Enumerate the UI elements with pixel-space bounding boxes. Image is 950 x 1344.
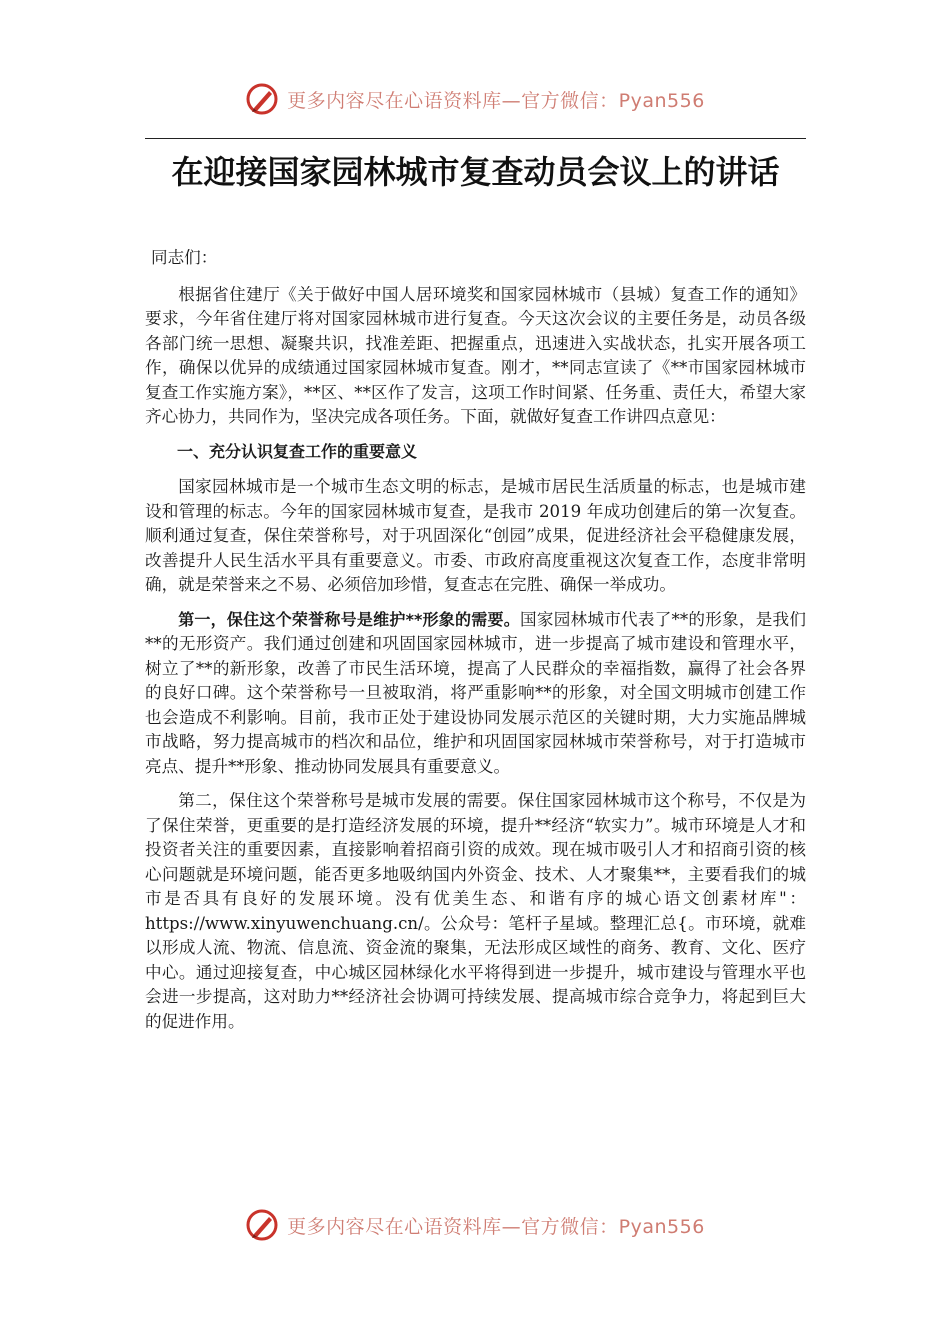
section-heading-1: 一、充分认识复查工作的重要意义 (177, 441, 418, 461)
footer-banner-text: 更多内容尽在心语资料库—官方微信：Pyan556 (287, 1215, 705, 1238)
header-banner-text: 更多内容尽在心语资料库—官方微信：Pyan556 (287, 89, 705, 112)
first-point-text: 国家园林城市代表了**的形象，是我们**的无形资产。我们通过创建和巩固国家园林城市，进一步提高了城市建设和管理水平，树立了**的新形象，改善了市民生活环境，提高了人民群众的幸福指数，赢得了社会各界的良好口碑。这个荣誉称号一旦被取消，将严重影响**的形象，对全国文明城市创建工作也会造成不利影响。目前，我市正处于建设协同发展示范区的关键时期，大力实施品牌城市战略，努力提高城市的档次和品位，维护和巩固国家园林城市荣誉称号，对于打造城市亮点、提升**形象、推动协同发展具有重要意义。 (145, 609, 806, 776)
paragraph-first-point (145, 608, 806, 780)
paragraph-second-point: 第二，保住这个荣誉称号是城市发展的需要。保住国家园林城市这个称号，不仅是为了保住荣誉，更重要的是打造经济发展的环境，提升**经济“软实力”。城市环境是人才和投资者关注的重要因素，直接影响着招商引资的成效。现在城市吸引人才和招商引资的核心问题就是环境问题，能否更多地吸纳国内外资金、技术、人才聚集**，主要看我们的城市是否具有良好的发展环境。没有优美生态、和谐有序的城心语文创素材库"：https://www.xinyuwenchuang.cn/。公众号：笔杆子星域。整理汇总{。市环境，就难以形成人流、物流、信息流、资金流的聚集，无法形成区域性的商务、教育、文化、医疗中心。通过迎接复查，中心城区园林绿化水平将得到进一步提升，城市建设与管理水平也会进一步提高，这对助力**经济社会协调可持续发展、提高城市综合竞争力，将起到巨大的促进作用。 (145, 791, 806, 1031)
paragraph-intro: 根据省住建厅《关于做好中国人居环境奖和国家园林城市（县城）复查工作的通知》要求，今年省住建厅将对国家园林城市进行复查。今天这次会议的主要任务是，动员各级各部门统一思想、凝聚共识，找准差距、把握重点，迅速进入实战状态，扎实开展各项工作，确保以优异的成绩通过国家园林城市复查。刚才，**同志宣读了《**市国家园林城市复查工作实施方案》，**区、**区作了发言，这项工作时间紧、任务重、责任大，希望大家齐心协力，共同作为，坚决完成各项任务。下面，就做好复查工作讲四点意见： (145, 284, 806, 426)
pen-logo-icon (245, 82, 279, 116)
footer-banner (0, 1208, 950, 1242)
header-rule (145, 138, 806, 139)
paragraph-significance: 国家园林城市是一个城市生态文明的标志，是城市居民生活质量的标志，也是城市建设和管理的标志。今年的国家园林城市复查，是我市 2019 年成功创建后的第一次复查。顺利通过复查，保住荣誉称号，对于巩固深化“创园”成果，促进经济社会平稳健康发展，改善提升人民生活水平具有重要意义。市委、市政府高度重视这次复查工作，态度非常明确，就是荣誉来之不易、必须倍加珍惜，复查志在完胜、确保一举成功。 (145, 477, 806, 594)
document-title: 在迎接国家园林城市复查动员会议上的讲话 (171, 153, 780, 191)
first-point-lead: 第一，保住这个荣誉称号是维护**形象的需要。 (178, 609, 521, 629)
document-body (145, 246, 806, 1044)
header-banner (0, 82, 950, 116)
pen-logo-icon (245, 1208, 279, 1242)
salutation: 同志们： (151, 248, 218, 267)
